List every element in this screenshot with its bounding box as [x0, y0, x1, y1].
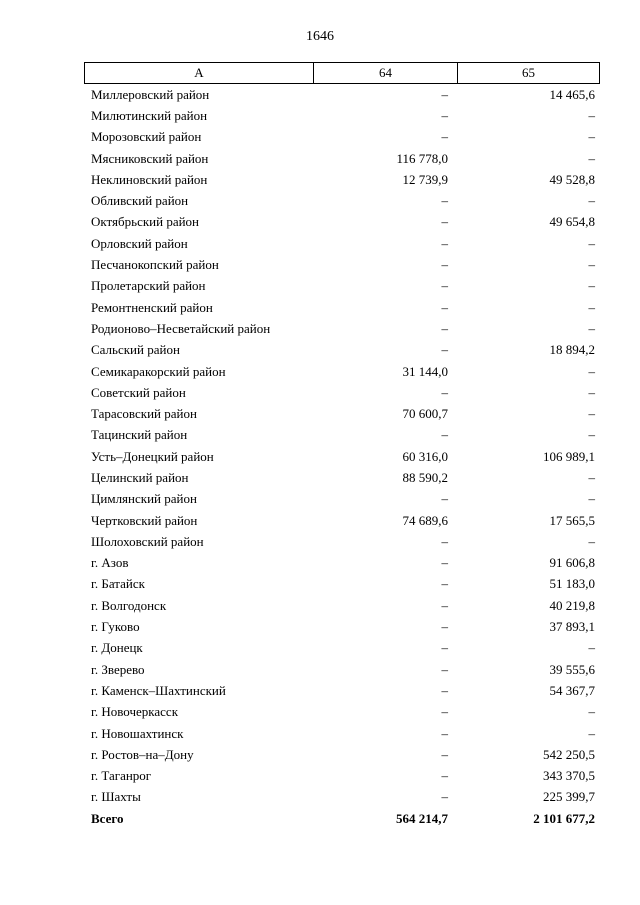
row-value-64-cell: – [441, 86, 448, 102]
row-value-65-cell: – [588, 640, 595, 656]
table-row [84, 297, 600, 318]
row-name-cell: г. Батайск [91, 576, 145, 592]
row-name-cell: Чертковский район [91, 512, 198, 528]
table-row [84, 531, 600, 552]
row-name-cell: г. Зверево [91, 661, 145, 677]
row-value-64-cell: – [441, 533, 448, 549]
row-value-64-cell: – [441, 725, 448, 741]
table-row [84, 84, 600, 105]
row-value-64-cell: – [441, 491, 448, 507]
row-value-64-cell: 116 778,0 [396, 150, 448, 166]
row-name-cell: Усть–Донецкий район [91, 448, 214, 464]
table-row [84, 127, 600, 148]
row-value-64-cell: – [441, 768, 448, 784]
row-value-64-cell: – [441, 704, 448, 720]
table-row [84, 254, 600, 275]
table-row [84, 702, 600, 723]
row-name-cell: Тарасовский район [91, 406, 197, 422]
row-value-65-cell: – [588, 278, 595, 294]
table-row [84, 659, 600, 680]
row-value-64-cell: – [441, 235, 448, 251]
row-name-cell: г. Таганрог [91, 768, 152, 784]
row-value-65-cell: – [588, 299, 595, 315]
row-value-65-cell: – [588, 469, 595, 485]
column-header-64: 64 [314, 63, 458, 83]
table-row [84, 212, 600, 233]
row-value-64-cell: 70 600,7 [402, 406, 448, 422]
row-value-65-cell: – [588, 320, 595, 336]
row-value-64-cell: – [441, 129, 448, 145]
row-value-64-cell: – [441, 257, 448, 273]
row-name-cell: г. Гуково [91, 619, 140, 635]
row-value-64-cell: – [441, 682, 448, 698]
row-value-65-cell: 542 250,5 [543, 746, 595, 762]
table-row [84, 340, 600, 361]
row-value-64-cell: – [441, 555, 448, 571]
table-row [84, 723, 600, 744]
row-value-64-cell: – [441, 299, 448, 315]
row-name-cell: Орловский район [91, 235, 188, 251]
row-value-65-cell: – [588, 406, 595, 422]
table-row [84, 105, 600, 126]
table-row [84, 190, 600, 211]
row-name-cell: Морозовский район [91, 129, 202, 145]
row-value-65-cell: – [588, 235, 595, 251]
row-name-cell: г. Волгодонск [91, 597, 167, 613]
table-row [84, 787, 600, 808]
row-value-64-cell: – [441, 320, 448, 336]
row-value-64-cell: 74 689,6 [402, 512, 448, 528]
row-name-cell: г. Новошахтинск [91, 725, 184, 741]
row-value-65-cell: 37 893,1 [549, 619, 595, 635]
row-name-cell: г. Ростов–на–Дону [91, 746, 194, 762]
total-row [84, 808, 600, 829]
row-name-cell: Пролетарский район [91, 278, 206, 294]
row-value-65-cell: 54 367,7 [549, 682, 595, 698]
row-value-64-cell: – [441, 427, 448, 443]
table-row [84, 553, 600, 574]
table-row [84, 510, 600, 531]
row-name-cell: Мясниковский район [91, 150, 209, 166]
table-row [84, 148, 600, 169]
row-value-64-cell: – [441, 193, 448, 209]
row-value-64-cell: 31 144,0 [402, 363, 448, 379]
row-value-65-cell: 343 370,5 [543, 768, 595, 784]
row-value-64-cell: – [441, 214, 448, 230]
row-name-cell: г. Шахты [91, 789, 141, 805]
row-name-cell: Шолоховский район [91, 533, 204, 549]
row-value-65-cell: 40 219,8 [549, 597, 595, 613]
row-value-65-cell: 49 654,8 [549, 214, 595, 230]
row-value-64-cell: – [441, 789, 448, 805]
row-value-64-cell: – [441, 661, 448, 677]
row-value-65-cell: – [588, 363, 595, 379]
table-row [84, 361, 600, 382]
row-value-64-cell: 88 590,2 [402, 469, 448, 485]
row-value-65-cell: 91 606,8 [549, 555, 595, 571]
table-row [84, 233, 600, 254]
table-row [84, 169, 600, 190]
total-label: Всего [91, 810, 124, 826]
row-name-cell: Родионово–Несветайский район [91, 320, 271, 336]
table-body [84, 84, 600, 829]
row-name-cell: г. Новочеркасск [91, 704, 179, 720]
row-name-cell: г. Каменск–Шахтинский [91, 682, 226, 698]
table-row [84, 595, 600, 616]
row-value-65-cell: 51 183,0 [549, 576, 595, 592]
row-name-cell: Семикаракорский район [91, 363, 226, 379]
column-header-a: А [85, 63, 314, 83]
row-value-65-cell: – [588, 257, 595, 273]
row-name-cell: Милютинский район [91, 107, 208, 123]
row-value-64-cell: – [441, 278, 448, 294]
row-name-cell: Неклиновский район [91, 171, 208, 187]
table-row [84, 403, 600, 424]
column-header-65: 65 [522, 65, 535, 80]
total-value-65: 2 101 677,2 [533, 810, 595, 826]
table-row [84, 616, 600, 637]
row-name-cell: Тацинский район [91, 427, 188, 443]
row-name-cell: Сальский район [91, 342, 180, 358]
row-value-65-cell: 39 555,6 [549, 661, 595, 677]
row-name-cell: Песчанокопский район [91, 257, 219, 273]
table-row [84, 489, 600, 510]
table-header-row [84, 62, 600, 84]
row-value-64-cell: 60 316,0 [402, 448, 448, 464]
table-row [84, 744, 600, 765]
row-value-65-cell: 225 399,7 [543, 789, 595, 805]
row-value-65-cell: – [588, 107, 595, 123]
row-value-65-cell: 49 528,8 [549, 171, 595, 187]
row-value-65-cell: – [588, 704, 595, 720]
row-name-cell: Цимлянский район [91, 491, 197, 507]
row-name-cell: Советский район [91, 384, 186, 400]
row-name-cell: Ремонтненский район [91, 299, 213, 315]
row-value-65-cell: 106 989,1 [543, 448, 595, 464]
row-name-cell: Целинский район [91, 469, 189, 485]
row-value-64-cell: – [441, 576, 448, 592]
table-row [84, 467, 600, 488]
table-row [84, 382, 600, 403]
row-value-65-cell: 14 465,6 [549, 86, 595, 102]
row-value-65-cell: 17 565,5 [549, 512, 595, 528]
row-name-cell: Обливский район [91, 193, 189, 209]
row-value-64-cell: – [441, 640, 448, 656]
row-value-65-cell: – [588, 491, 595, 507]
row-value-65-cell: – [588, 150, 595, 166]
total-value-64: 564 214,7 [396, 810, 448, 826]
table-row [84, 425, 600, 446]
row-value-64-cell: 12 739,9 [402, 171, 448, 187]
row-name-cell: Октябрьский район [91, 214, 199, 230]
row-value-65-cell: – [588, 725, 595, 741]
row-name-cell: г. Донецк [91, 640, 143, 656]
row-value-64-cell: – [441, 619, 448, 635]
row-value-65-cell: – [588, 427, 595, 443]
row-value-65-cell: – [588, 384, 595, 400]
row-value-65-cell: – [588, 193, 595, 209]
row-value-65-cell: – [588, 533, 595, 549]
table-row [84, 680, 600, 701]
table-row [84, 766, 600, 787]
row-value-64-cell: – [441, 107, 448, 123]
row-value-65-cell: 18 894,2 [549, 342, 595, 358]
table-row [84, 638, 600, 659]
page-number: 1646 [306, 29, 334, 44]
row-value-64-cell: – [441, 746, 448, 762]
table-row [84, 574, 600, 595]
table-row [84, 446, 600, 467]
row-name-cell: Миллеровский район [91, 86, 210, 102]
table-row [84, 276, 600, 297]
row-value-65-cell: – [588, 129, 595, 145]
row-value-64-cell: – [441, 597, 448, 613]
row-name-cell: г. Азов [91, 555, 129, 571]
table-row [84, 318, 600, 339]
row-value-64-cell: – [441, 342, 448, 358]
row-value-64-cell: – [441, 384, 448, 400]
